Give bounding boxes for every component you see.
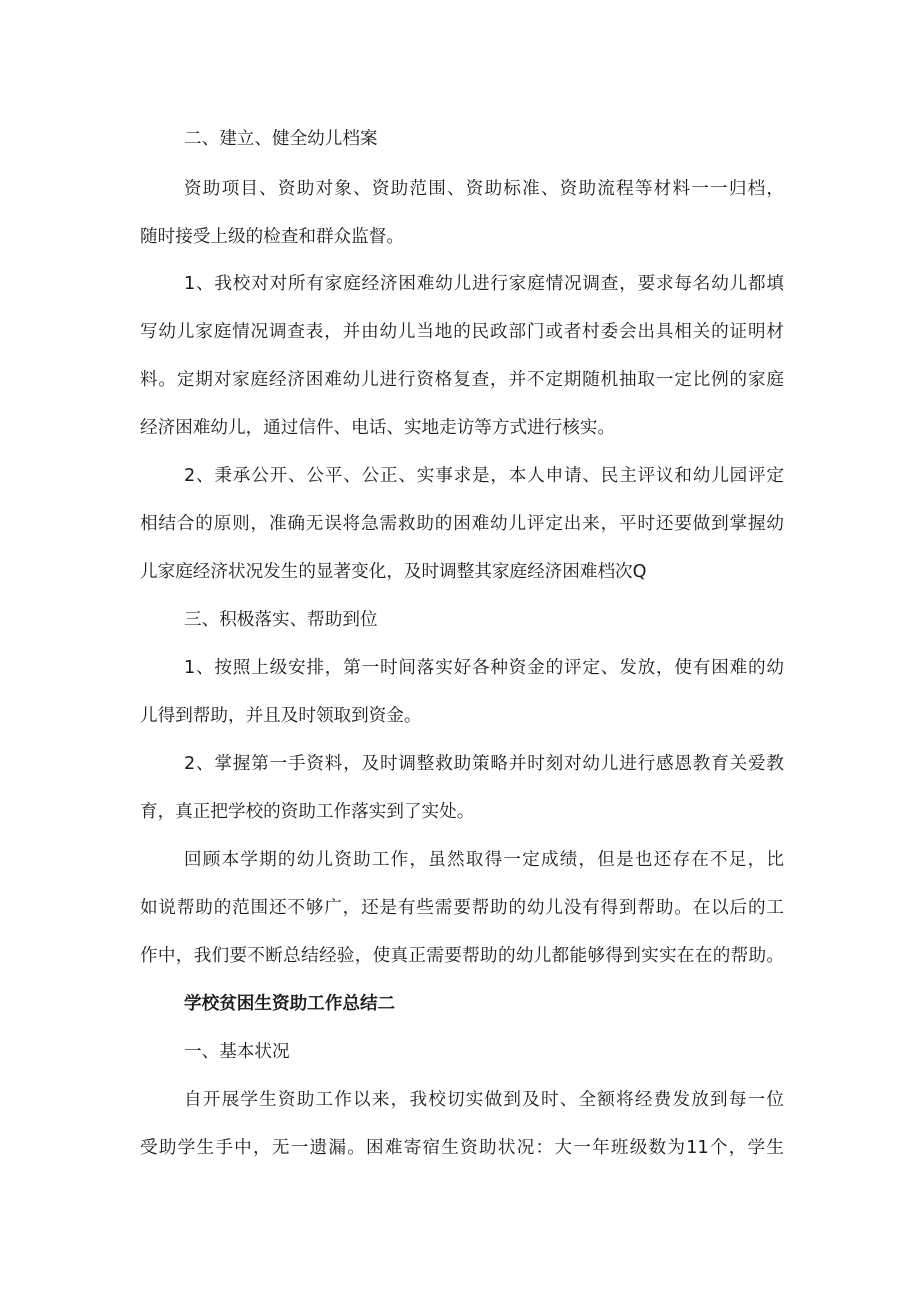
section-heading-2: 二、建立、健全幼儿档案 [184, 129, 378, 149]
paragraph-line: 1、我校对对所有家庭经济困难幼儿进行家庭情况调查，要求每名幼儿都填 [184, 274, 784, 294]
paragraph-line: 儿得到帮助，并且及时领取到资金。 [140, 706, 422, 726]
paragraph-line: 回顾本学期的幼儿资助工作，虽然取得一定成绩，但是也还存在不足，比 [184, 850, 784, 870]
document-subtitle: 学校贫困生资助工作总结二 [184, 994, 396, 1014]
section-heading-3: 三、积极落实、帮助到位 [184, 610, 378, 630]
paragraph-line: 料。定期对家庭经济困难幼儿进行资格复查，并不定期随机抽取一定比例的家庭 [140, 370, 784, 390]
paragraph-line: 儿家庭经济状况发生的显著变化，及时调整其家庭经济困难档次Q [140, 562, 647, 582]
paragraph-line: 资助项目、资助对象、资助范围、资助标准、资助流程等材料一一归档， [184, 179, 784, 199]
paragraph-line: 2、掌握第一手资料，及时调整救助策略并时刻对幼儿进行感恩教育关爱教 [184, 754, 784, 774]
paragraph-line: 育，真正把学校的资助工作落实到了实处。 [140, 802, 475, 822]
paragraph-line: 经济困难幼儿，通过信件、电话、实地走访等方式进行核实。 [140, 418, 616, 438]
section-heading-1: 一、基本状况 [184, 1042, 290, 1062]
paragraph-line: 作中，我们要不断总结经验，使真正需要帮助的幼儿都能够得到实实在在的帮助。 [140, 946, 784, 966]
paragraph-line: 如说帮助的范围还不够广，还是有些需要帮助的幼儿没有得到帮助。在以后的工 [140, 898, 784, 918]
paragraph-line: 随时接受上级的检查和群众监督。 [140, 227, 404, 247]
paragraph-line: 受助学生手中，无一遗漏。困难寄宿生资助状况：大一年班级数为11个，学生 [140, 1138, 784, 1158]
paragraph-line: 相结合的原则，准确无误将急需救助的困难幼儿评定出来，平时还要做到掌握幼 [140, 514, 784, 534]
paragraph-line: 写幼儿家庭情况调查表，并由幼儿当地的民政部门或者村委会出具相关的证明材 [140, 322, 784, 342]
paragraph-line: 自开展学生资助工作以来，我校切实做到及时、全额将经费发放到每一位 [184, 1090, 784, 1110]
paragraph-line: 1、按照上级安排，第一时间落实好各种资金的评定、发放，使有困难的幼 [184, 658, 784, 678]
paragraph-line: 2、秉承公开、公平、公正、实事求是，本人申请、民主评议和幼儿园评定 [184, 466, 784, 486]
